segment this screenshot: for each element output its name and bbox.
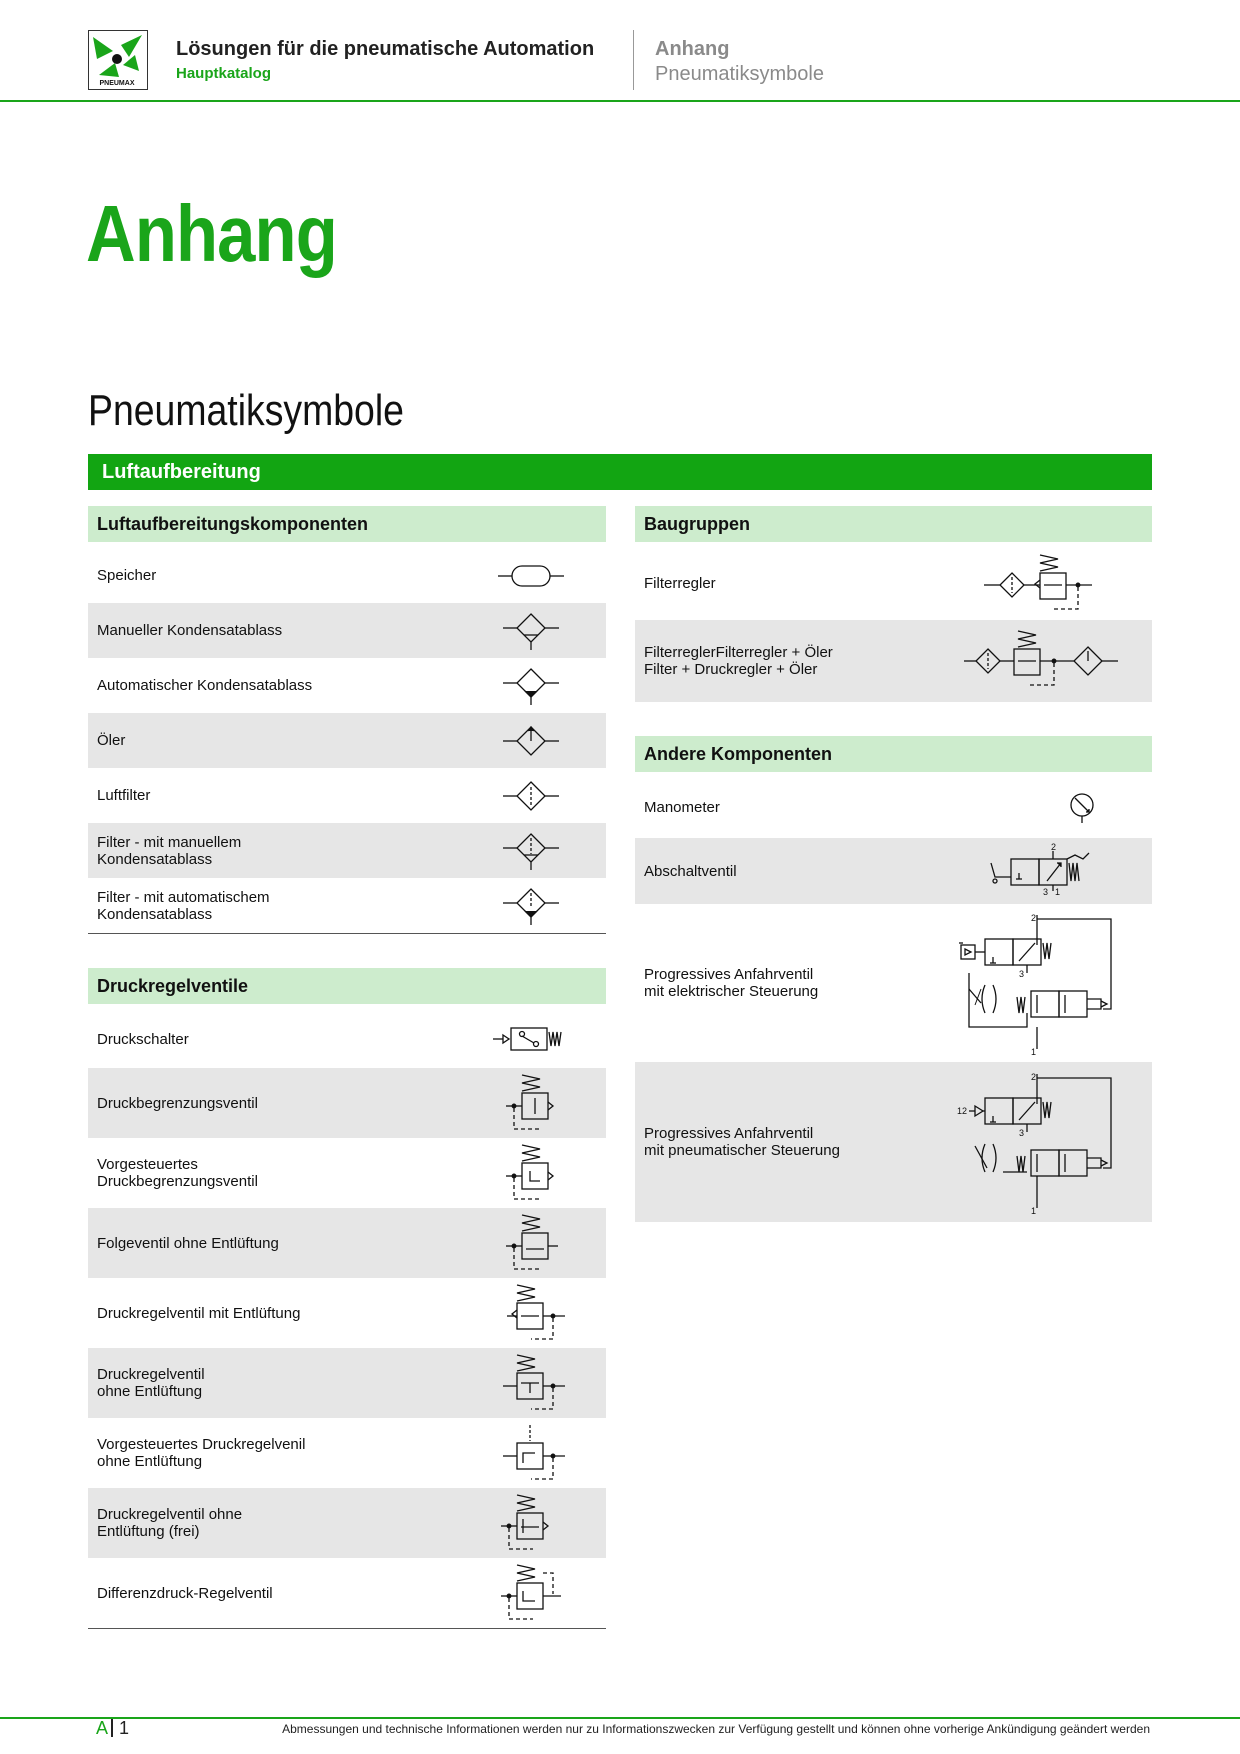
item-label: Öler [97, 732, 126, 749]
right-column [635, 506, 1152, 1222]
svg-text:1: 1 [1031, 1047, 1037, 1057]
filter-regulator-icon [932, 546, 1152, 620]
item-label: Filterregler [644, 574, 716, 592]
list-item [88, 1278, 606, 1348]
list-item [88, 1488, 606, 1558]
item-label: Manueller Kondensatablass [97, 622, 283, 639]
svg-text:12: 12 [957, 1106, 968, 1116]
section-header-andere: Andere Komponenten [635, 736, 1152, 772]
section-end-line [88, 1628, 606, 1629]
frl-unit-icon [932, 620, 1152, 702]
header-section: Anhang [655, 38, 730, 60]
page-letter: A [96, 1718, 109, 1738]
item-label: Abschaltventil [644, 862, 737, 880]
auto-drain-icon [456, 658, 606, 713]
list-item [88, 768, 606, 823]
item-label: Progressives Anfahrventil mit elektrischer Steuerung [644, 966, 819, 1000]
list-item [635, 838, 1152, 904]
page-title: Anhang [86, 189, 337, 278]
section-header-druckregel: Druckregelventile [88, 968, 606, 1004]
pressure-gauge-icon [1012, 776, 1152, 838]
list-item [88, 823, 606, 878]
item-label: Vorgesteuertes Druckregelvenil ohne Entlüftung [97, 1436, 306, 1470]
header-topic: Pneumatiksymbole [655, 63, 824, 85]
header-section-block [655, 38, 824, 86]
item-label: Filter - mit manuellem Kondensatablass [97, 833, 242, 868]
page-num: 1 [119, 1718, 130, 1738]
piloted-regulator-icon [456, 1418, 606, 1488]
filter-manual-drain-icon [456, 823, 606, 878]
header-subtitle: Hauptkatalog [176, 65, 272, 82]
svg-text:2: 2 [1051, 843, 1057, 852]
list-item [635, 904, 1152, 1062]
section-header-komponenten: Luftaufbereitungskomponenten [88, 506, 606, 542]
item-label: Automatischer Kondensatablass [97, 677, 313, 694]
item-label: Druckschalter [97, 1030, 189, 1048]
svg-text:3: 3 [1043, 887, 1049, 897]
regulator-relieving-icon [456, 1278, 606, 1348]
list-item [88, 1010, 606, 1068]
section-header-baugruppen: Baugruppen [635, 506, 1152, 542]
accumulator-icon [456, 548, 606, 603]
header-rule [0, 100, 1240, 102]
section-band: Luftaufbereitung [88, 454, 1152, 490]
svg-text:PNEUMAX: PNEUMAX [99, 80, 135, 87]
header-title-block [176, 38, 594, 82]
item-label: Differenzdruck-Regelventil [97, 1584, 273, 1602]
list-item [88, 1558, 606, 1628]
item-label: Speicher [97, 567, 157, 584]
piloted-relief-valve-icon [456, 1138, 606, 1208]
regulator-free-icon [456, 1488, 606, 1558]
item-label: Vorgesteuertes Druckbegrenzungsventil [97, 1156, 258, 1190]
list-item [635, 1062, 1152, 1222]
shutoff-valve-icon [932, 838, 1152, 904]
list-item [635, 546, 1152, 620]
pneumax-logo [88, 30, 148, 90]
svg-text:3: 3 [1019, 1128, 1025, 1138]
list-item [635, 620, 1152, 702]
soft-start-pneumatic-icon [932, 1062, 1152, 1222]
manual-drain-icon [456, 603, 606, 658]
pressure-switch-icon [456, 1010, 606, 1068]
item-label: Druckregelventil mit Entlüftung [97, 1304, 301, 1322]
footer-disclaimer: Abmessungen und technische Informationen werden nur zu Informationszwecken zur Verfügung gestellt und können ohne vorherige Ankündigung geändert werden [282, 1722, 1150, 1736]
list-item [88, 1208, 606, 1278]
item-label: Druckregelventil ohne Entlüftung (frei) [97, 1506, 243, 1540]
svg-text:1: 1 [1055, 887, 1061, 897]
item-label: Filter - mit automatischem Kondensatablass [97, 888, 270, 923]
relief-valve-icon [456, 1068, 606, 1138]
page-number [96, 1718, 129, 1739]
differential-regulator-icon [456, 1558, 606, 1628]
footer-rule [0, 1717, 1240, 1719]
item-label: Manometer [644, 798, 720, 816]
soft-start-electric-icon [932, 904, 1152, 1062]
list-item [635, 776, 1152, 838]
svg-text:1: 1 [1031, 1206, 1037, 1216]
svg-text:2: 2 [1031, 1072, 1037, 1082]
sequence-valve-icon [456, 1208, 606, 1278]
list-item [88, 658, 606, 713]
item-label: Druckbegrenzungsventil [97, 1094, 258, 1112]
page-divider [111, 1719, 113, 1737]
regulator-non-relieving-icon [456, 1348, 606, 1418]
list-item [88, 548, 606, 603]
list-item [88, 1418, 606, 1488]
list-item [88, 1138, 606, 1208]
list-item [88, 1348, 606, 1418]
list-item [88, 713, 606, 768]
left-column [88, 506, 606, 1629]
logo-mark-icon [89, 31, 146, 88]
air-filter-icon [456, 768, 606, 823]
item-label: Folgeventil ohne Entlüftung [97, 1234, 279, 1252]
svg-text:2: 2 [1031, 913, 1037, 923]
lubricator-icon [456, 713, 606, 768]
list-item [88, 1068, 606, 1138]
list-item [88, 878, 606, 933]
list-item [88, 603, 606, 658]
svg-text:3: 3 [1019, 969, 1025, 979]
filter-auto-drain-icon [456, 878, 606, 933]
page-subtitle: Pneumatiksymbole [88, 386, 404, 435]
item-label: Progressives Anfahrventil mit pneumatischer Steuerung [644, 1125, 840, 1159]
item-label: Luftfilter [97, 787, 151, 804]
header-divider [633, 30, 634, 90]
item-label: FilterreglerFilterregler + Öler Filter + Druckregler + Öler [644, 644, 833, 678]
item-label: Druckregelventil ohne Entlüftung [97, 1366, 205, 1400]
header-title: Lösungen für die pneumatische Automation [176, 38, 595, 60]
